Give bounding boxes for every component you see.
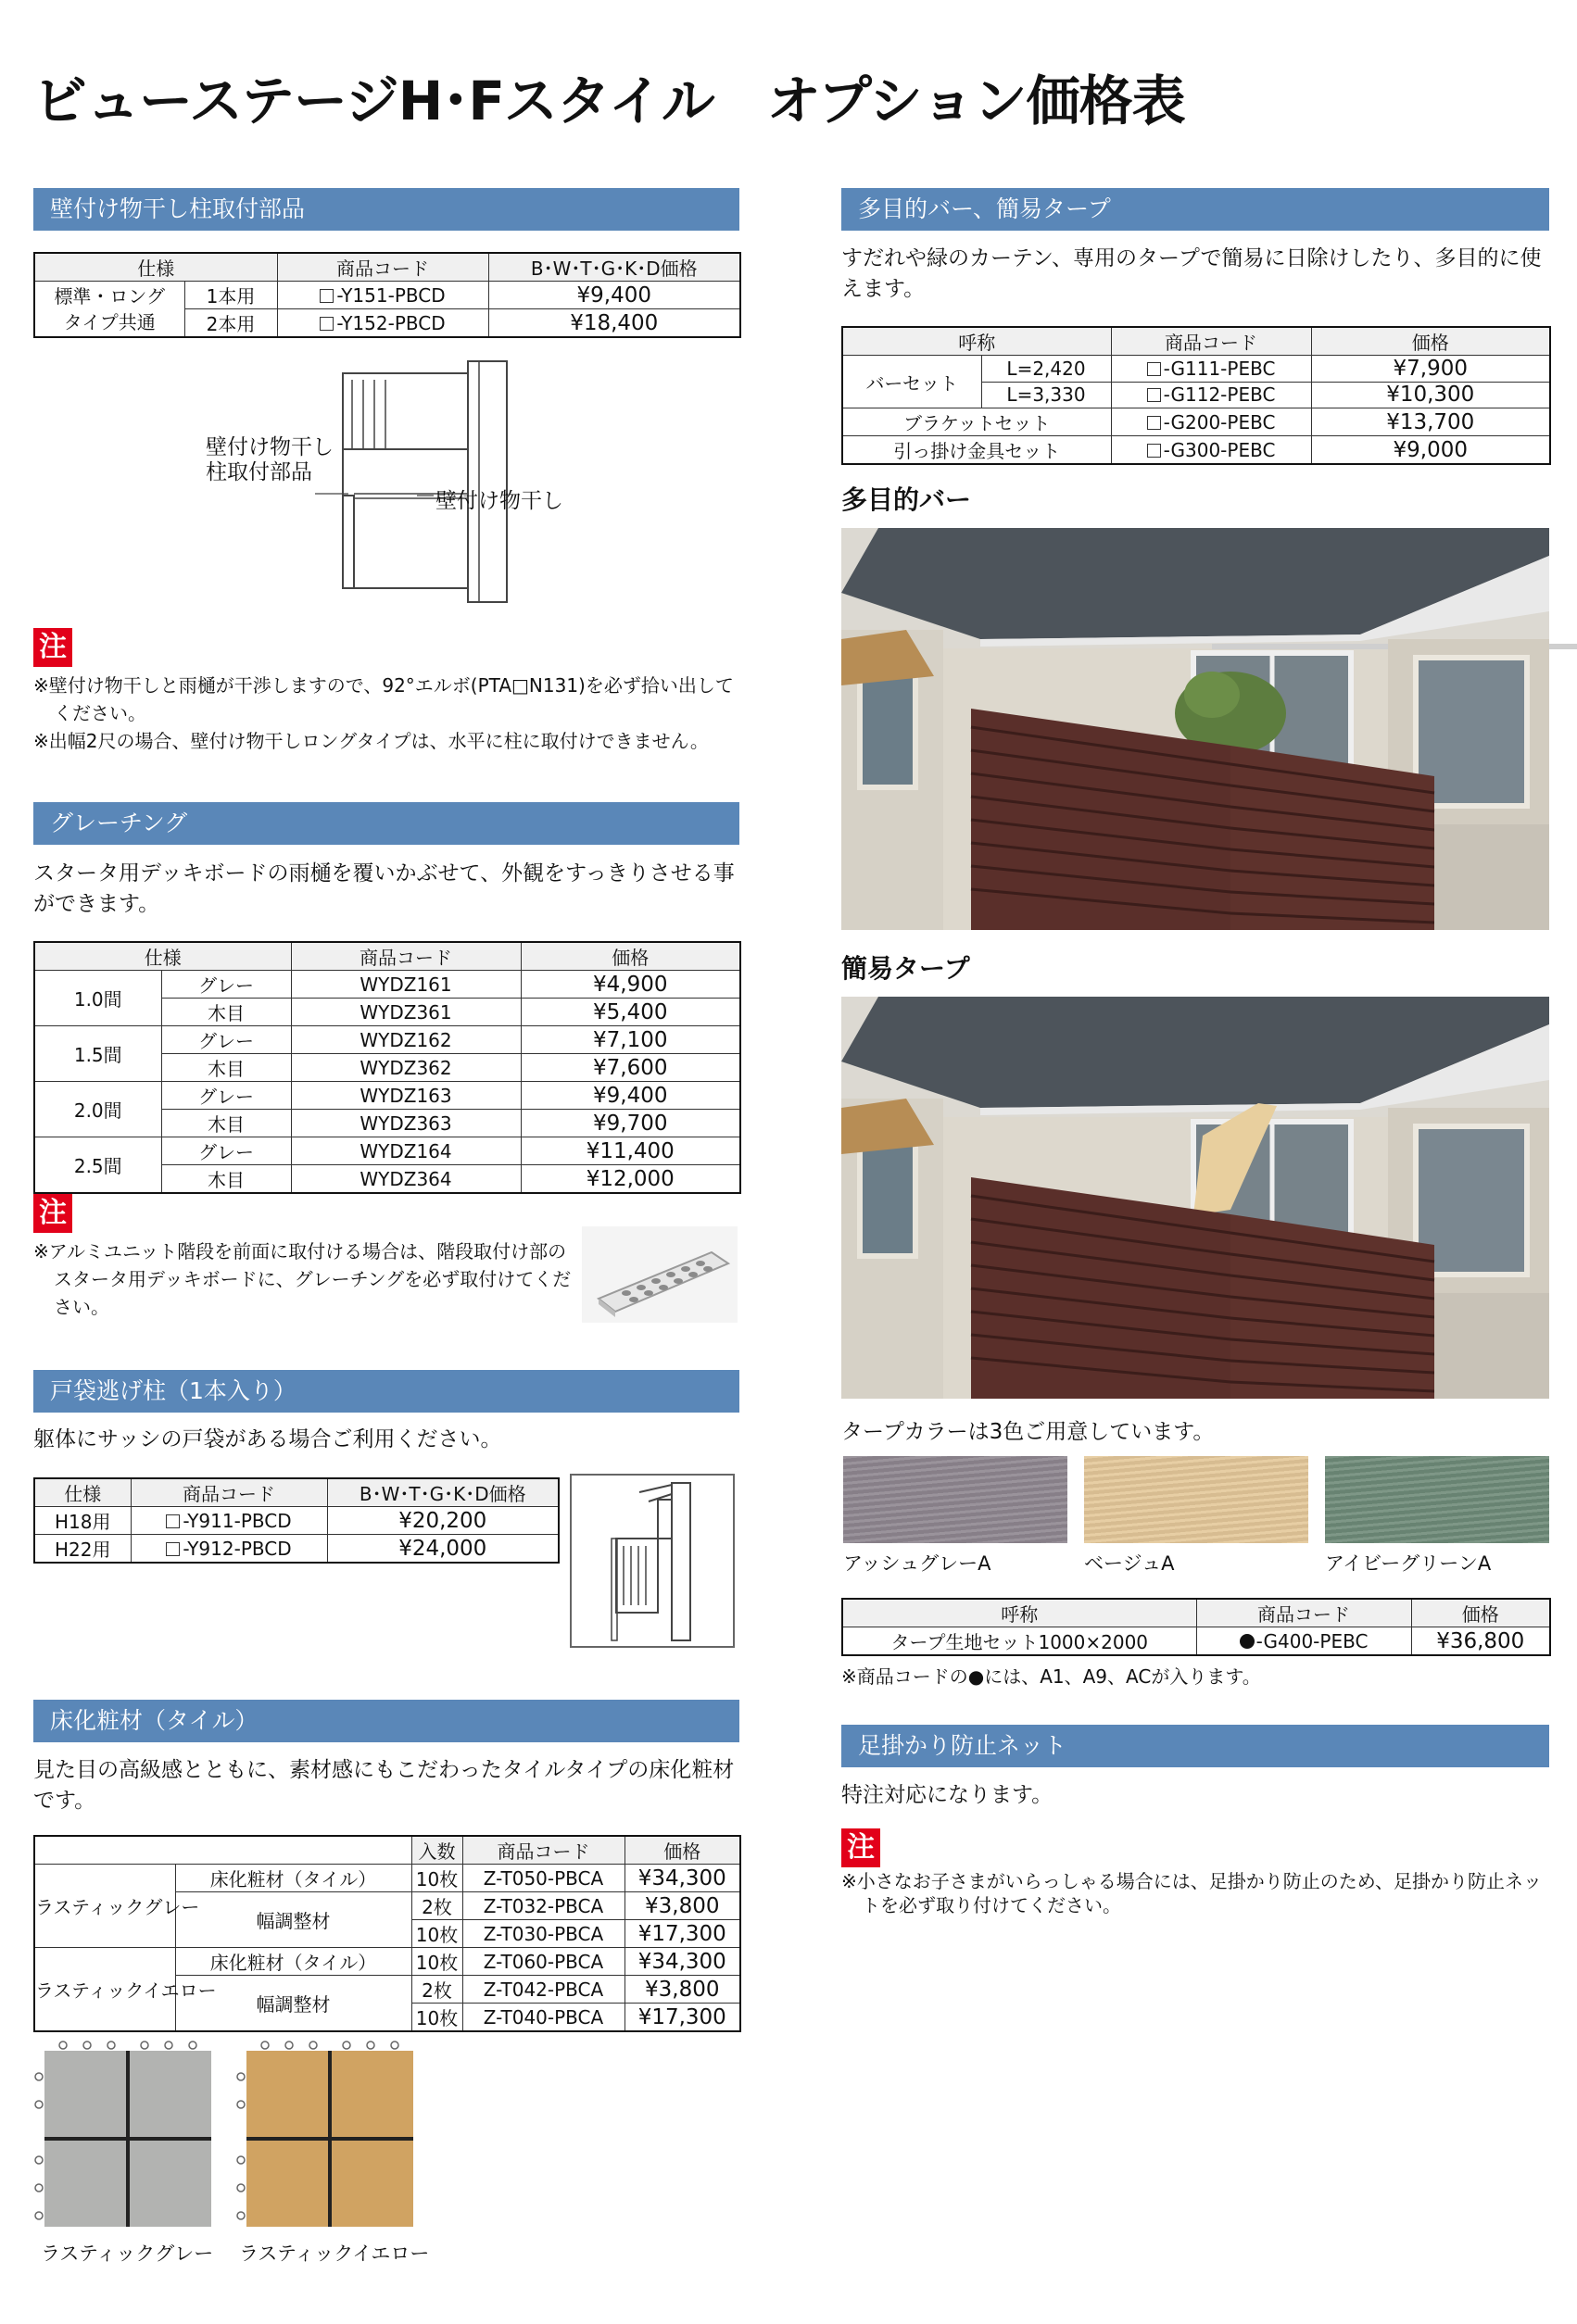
tarp-color-label: ベージュA [1084,1552,1175,1575]
col-header: 商品コード [462,1836,624,1865]
wall-parts-diagram [324,357,574,607]
tile-swatch-label: ラスティックグレー [41,2242,214,2265]
item-cell: 幅調整材 [175,1976,411,2032]
checkbox-placeholder-icon [1147,416,1161,430]
grating-description: スタータ用デッキボードの雨樋を覆いかぶせて、外観をすっきりさせる事ができます。 [33,861,735,916]
size-cell: 1.0間 [34,971,161,1026]
tobukuro-description: 躯体にサッシの戸袋がある場合ご利用ください。 [33,1427,502,1451]
spec-cell: H22用 [34,1535,131,1564]
col-header: 商品コード [1196,1599,1411,1627]
checkbox-placeholder-icon [320,317,334,331]
code-cell: WYDZ363 [291,1110,521,1137]
blank-header [34,1836,411,1865]
code-cell: -Y151-PBCD [277,282,488,309]
code-cell: -G111-PEBC [1111,356,1311,383]
price-cell: ¥9,700 [521,1110,740,1137]
price-cell: ¥13,700 [1311,408,1550,436]
code-cell: WYDZ164 [291,1137,521,1165]
tarp-color-label: アイビーグリーンA [1325,1552,1492,1575]
name-cell: ブラケットセット [842,408,1111,436]
qty-cell: 1本用 [184,282,277,309]
color-cell: 木目 [161,1054,291,1082]
code-cell: WYDZ364 [291,1165,521,1194]
code-cell: -G400-PEBC [1196,1627,1411,1656]
tile-description: 見た目の高級感とともに、素材感にもこだわったタイルタイプの床化粧材です。 [33,1758,735,1813]
multi-bar-photo [841,528,1549,930]
price-cell: ¥3,800 [624,1892,740,1920]
diagram-label: 壁付け物干し [435,489,563,513]
tarp-photo [841,997,1549,1399]
col-header: B･W･T･G･K･D価格 [327,1478,559,1507]
tile-swatch-gray [33,2040,215,2230]
col-header: 価格 [521,942,740,971]
code-cell: WYDZ163 [291,1082,521,1110]
tile-swatch-label: ラスティックイエロー [239,2242,430,2265]
qty-cell: 2枚 [411,1892,462,1920]
color-cell: 木目 [161,1165,291,1194]
section-heading-tile: 床化粧材（タイル） [33,1700,739,1742]
price-cell: ¥17,300 [624,2004,740,2032]
col-header: 価格 [1411,1599,1550,1627]
section-heading-multi-bar: 多目的バー、簡易タープ [841,188,1549,231]
tile-table [33,1835,741,2032]
col-header: 商品コード [1111,327,1311,356]
code-cell: WYDZ361 [291,999,521,1026]
tarp-table [841,1598,1551,1656]
multi-bar-description: すだれや緑のカーテン、専用のタープで簡易に日除けしたり、多目的に使えます。 [841,246,1542,301]
name-cell: L=3,330 [981,382,1111,408]
tile-swatch-yellow [235,2040,417,2230]
code-cell: Z-T030-PBCA [462,1920,624,1948]
price-cell: ¥4,900 [521,971,740,999]
grating-table [33,941,741,1194]
qty-cell: 2枚 [411,1976,462,2004]
name-cell: 引っ掛け金具セット [842,436,1111,465]
diagram-label: 壁付け物干し 柱取付部品 [206,435,334,484]
code-cell: -Y911-PBCD [131,1507,327,1535]
tile-name-cell: ラスティックイエロー [34,1948,175,2032]
item-cell: 床化粧材（タイル） [175,1948,411,1976]
item-cell: 幅調整材 [175,1892,411,1948]
qty-cell: 10枚 [411,1920,462,1948]
tobukuro-diagram [570,1474,735,1648]
tarp-swatch-ash-gray [843,1456,1067,1543]
col-header: 商品コード [277,253,488,282]
col-header: 商品コード [291,942,521,971]
code-cell: -G300-PEBC [1111,436,1311,465]
checkbox-placeholder-icon [1147,362,1161,376]
grating-product-image [582,1226,738,1323]
name-cell: タープ生地セット1000×2000 [842,1627,1196,1656]
qty-cell: 10枚 [411,1865,462,1892]
size-cell: 1.5間 [34,1026,161,1082]
page-title: ビューステージH･Fスタイル オプション価格表 [33,69,1185,132]
price-cell: ¥12,000 [521,1165,740,1194]
price-cell: ¥34,300 [624,1948,740,1976]
multi-bar-table [841,326,1551,465]
checkbox-placeholder-icon [320,289,334,303]
code-cell: -G112-PEBC [1111,382,1311,408]
price-cell: ¥36,800 [1411,1627,1550,1656]
col-header: B･W･T･G･K･D価格 [488,253,740,282]
code-cell: -Y912-PBCD [131,1535,327,1564]
size-cell: 2.0間 [34,1082,161,1137]
price-cell: ¥9,400 [488,282,740,309]
wall-parts-notes: ※壁付け物干しと雨樋が干渉しますので、92°エルボ(PTA□N131)を必ず拾い出してください。 ※出幅2尺の場合、壁付け物干しロングタイプは、水平に柱に取付けできません。 [33,674,734,752]
price-cell: ¥18,400 [488,309,740,338]
tarp-swatch-beige [1084,1456,1308,1543]
checkbox-placeholder-icon [166,1514,180,1528]
col-header: 呼称 [842,1599,1196,1627]
color-cell: グレー [161,1137,291,1165]
tarp-note: ※商品コードの●には、A1、A9、ACが入ります。 [841,1665,1261,1688]
tarp-colors-text: タープカラーは3色ご用意しています。 [841,1420,1215,1444]
checkbox-placeholder-icon [1147,444,1161,458]
code-cell: WYDZ362 [291,1054,521,1082]
col-header: 仕様 [34,253,277,282]
tile-name-cell: ラスティックグレー [34,1865,175,1948]
price-cell: ¥24,000 [327,1535,559,1564]
checkbox-placeholder-icon [166,1542,180,1556]
note-badge: 注 [841,1828,880,1867]
section-heading-net: 足掛かり防止ネット [841,1725,1549,1767]
code-cell: Z-T032-PBCA [462,1892,624,1920]
tarp-swatch-ivy-green [1325,1456,1549,1543]
code-cell: Z-T042-PBCA [462,1976,624,2004]
qty-cell: 10枚 [411,2004,462,2032]
col-header: 商品コード [131,1478,327,1507]
price-cell: ¥5,400 [521,999,740,1026]
color-cell: 木目 [161,999,291,1026]
code-cell: Z-T050-PBCA [462,1865,624,1892]
price-cell: ¥17,300 [624,1920,740,1948]
col-header: 入数 [411,1836,462,1865]
photo-title: 多目的バー [841,484,972,515]
price-cell: ¥3,800 [624,1976,740,2004]
photo-title: 簡易タープ [841,953,970,984]
col-header: 仕様 [34,942,291,971]
color-cell: グレー [161,1082,291,1110]
price-cell: ¥34,300 [624,1865,740,1892]
spec-cell: H18用 [34,1507,131,1535]
code-cell: -G200-PEBC [1111,408,1311,436]
net-description: 特注対応になります。 [841,1783,1053,1807]
code-cell: -Y152-PBCD [277,309,488,338]
price-cell: ¥20,200 [327,1507,559,1535]
tarp-color-label: アッシュグレーA [843,1552,991,1575]
code-cell: WYDZ161 [291,971,521,999]
spec-cell: 標準・ロング タイプ共通 [34,282,184,338]
col-header: 呼称 [842,327,1111,356]
size-cell: 2.5間 [34,1137,161,1194]
price-cell: ¥10,300 [1311,382,1550,408]
checkbox-placeholder-icon [1147,388,1161,402]
section-heading-tobukuro: 戸袋逃げ柱（1本入り） [33,1370,739,1413]
wall-parts-table [33,252,741,338]
price-cell: ¥9,400 [521,1082,740,1110]
tobukuro-table [33,1477,560,1564]
name-cell: L=2,420 [981,356,1111,383]
note-badge: 注 [33,628,72,667]
section-heading-wall-parts: 壁付け物干し柱取付部品 [33,188,739,231]
code-cell: Z-T060-PBCA [462,1948,624,1976]
item-cell: 床化粧材（タイル） [175,1865,411,1892]
code-cell: WYDZ162 [291,1026,521,1054]
price-cell: ¥7,900 [1311,356,1550,383]
color-cell: グレー [161,971,291,999]
price-cell: ¥9,000 [1311,436,1550,465]
price-cell: ¥7,600 [521,1054,740,1082]
bar-set-cell: バーセット [842,356,981,408]
section-heading-grating: グレーチング [33,802,739,845]
col-header: 仕様 [34,1478,131,1507]
color-cell: 木目 [161,1110,291,1137]
color-cell: グレー [161,1026,291,1054]
bullet-placeholder-icon [1240,1634,1255,1649]
price-cell: ¥7,100 [521,1026,740,1054]
grating-note: ※アルミユニット階段を前面に取付ける場合は、階段取付け部のスタータ用デッキボードに、グレーチングを必ず取付けてください。 [33,1240,572,1318]
qty-cell: 2本用 [184,309,277,338]
note-badge: 注 [33,1194,72,1233]
qty-cell: 10枚 [411,1948,462,1976]
col-header: 価格 [624,1836,740,1865]
price-cell: ¥11,400 [521,1137,740,1165]
code-cell: Z-T040-PBCA [462,2004,624,2032]
net-note: ※小さなお子さまがいらっしゃる場合には、足掛かり防止のため、足掛かり防止ネットを必ず取り付けてください。 [841,1870,1542,1916]
col-header: 価格 [1311,327,1550,356]
